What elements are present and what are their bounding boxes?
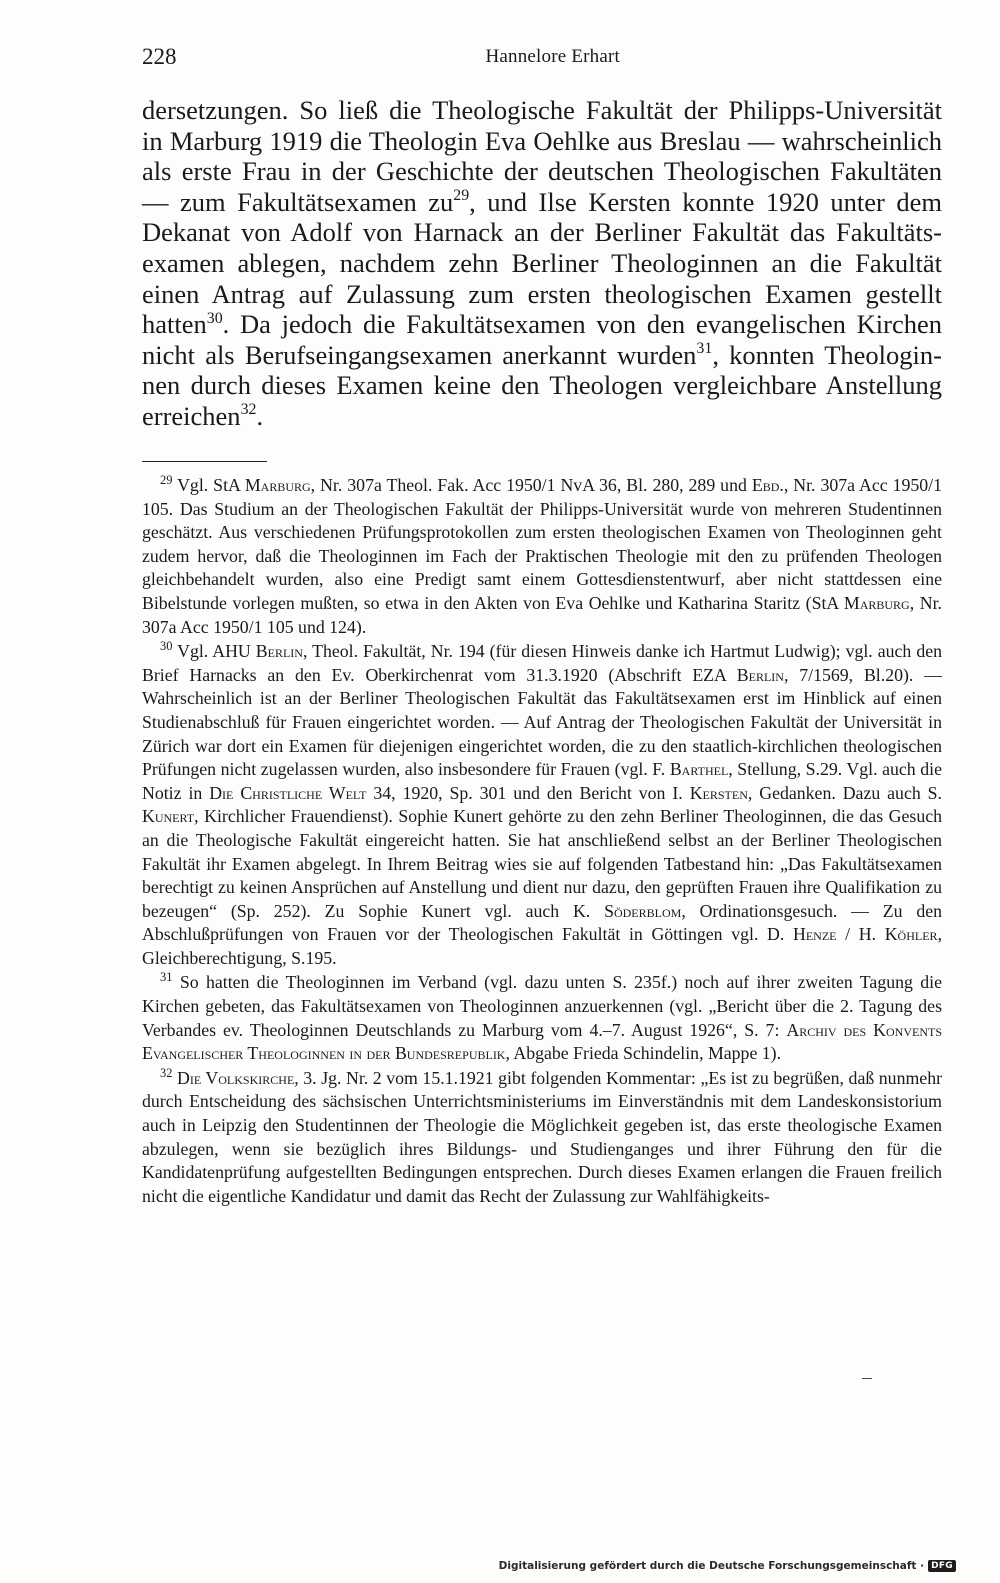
footnote-text: Vgl. AHU [172, 641, 256, 662]
text-line: in Marburg 1919 die Theologin Eva Oehlke aus Breslau — wahrscheinlich [142, 125, 942, 156]
text-segment: erreichen [142, 400, 241, 431]
footnote-source: Ebd. [751, 475, 784, 495]
footnote-number: 29 [160, 473, 173, 488]
footnote-text: , Nr. 307a Acc 1950/1 105 und 124). [142, 592, 942, 637]
footnote-text: 34, 1920, Sp. 301 und den Bericht von I. [366, 782, 690, 803]
footnote-ref: 29 [453, 187, 470, 205]
footnote-source: Marburg [843, 592, 910, 613]
footnote-text: , Nr. 307a Theol. Fak. Acc 1950/1 NvA 36, Bl. 280, 289 und [310, 475, 752, 495]
footnote-text: So hatten die Theologinnen im Verband (vgl. dazu unten S. 235f.) noch auf ihrer zweiten Tagung die Kirchen gebeten, das Fakultätsexamen von Theologinnen anzuerkennen (vgl. „Bericht über die 2. Tagung des Verbandes ev. Theologinnen Deutschlands zu Marburg vom 4.–7. August 1926“, S. 7: [142, 972, 942, 1040]
footnote-30 [142, 640, 942, 970]
footnote-source: Berlin [736, 664, 784, 685]
text-line: als erste Frau in der Geschichte der deutschen Theologischen Fakultäten [142, 156, 942, 187]
footnote-ref: 31 [696, 340, 713, 358]
footnote-source: Marburg [244, 475, 311, 495]
text-line [142, 187, 942, 218]
text-segment: nicht als Berufseingangsexamen anerkannt wurden [142, 339, 697, 370]
footnote-text: , Abgabe Frieda Schindelin, Mappe 1). [505, 1043, 782, 1064]
text-line [142, 309, 942, 340]
text-line [142, 340, 942, 371]
footnote-source: Berlin [255, 641, 303, 662]
footnotes [142, 474, 942, 1208]
digitization-credit [499, 1558, 956, 1574]
footnote-source: Die Volkskirche [177, 1067, 295, 1088]
footnote-text: , 3. Jg. Nr. 2 vom 15.1.1921 gibt folgenden Kommentar: „Es ist zu begrüßen, daß nunmehr durch Entscheidung des sächsischen Unterrichtsministeriums im Einverständnis mit dem Landeskonsistorium auch in Leipzig den Studentinnen der Theologie die Möglichkeit gegeben ist, das erste theologische Examen abzulegen, wenn sie bezüglich ihres Bildungs- und Studienganges und ihrer Führung den für die Kandidatenprüfung aufgestellten Bedingungen entsprechen. Durch dieses Examen erlangen die Frauen freilich nicht die eigentliche Kandidatur und damit das Recht der Zulassung zur Wahlfähigkeits- [142, 1067, 943, 1206]
footnote-text: , Gleichberechtigung, S.195. [142, 924, 943, 968]
dfg-logo: DFG [928, 1560, 956, 1572]
page-header [142, 44, 620, 74]
footnote-text: Vgl. StA [172, 475, 245, 495]
text-segment: — zum Fakultätsexamen zu [142, 186, 454, 217]
footnote-source: Die Christliche Welt [209, 782, 367, 803]
footnote-author: Barthel [669, 759, 729, 780]
footnote-text: , Kirchlicher Frauendienst). Sophie Kunert gehörte zu den zehn Berliner Theologinnen, die das Gesuch an die Theologische Fakultät eingereicht hatten. Sie hat anschließend selbst an der Berliner Theologischen Fakultät ihr Examen abgelegt. In Ihrem Beitrag wies sie auf folgenden Tatbestand hin: „Das Fakultätsexamen berechtigt zu keinen Ansprüchen auf Anstellung und dient nur dazu, den geprüften Frauen ihre Qualifikation zu bezeugen“ (Sp. 252). Zu Sophie Kunert vgl. auch K. [142, 806, 942, 921]
footnote-author: Kersten [689, 782, 748, 803]
footnote-text: , Stellung, S.29. Vgl. auch die Notiz in [142, 759, 942, 803]
footnote-author: Söderblom [604, 900, 682, 921]
footnote-text: , 7/1569, Bl.20). — Wahrscheinlich ist an der Berliner Theologischen Fakultät das Fakultätsexamen erst im Hinblick auf einen Studienabschluß für Frauen eingerichtet worden. — Auf Antrag der Theologischen Fakultät der Universität in Zürich war dort ein Examen für diejenigen eingerichtet worden, die zu den staatlich-kirchlichen theologischen Prüfungen nicht zugelassen wurden, also insbesondere für Frauen (vgl. F. [142, 664, 942, 780]
footnote-ref: 30 [206, 309, 223, 327]
credit-text: Digitalisierung gefördert durch die Deutsche Forschungsgemeinschaft · [498, 1560, 925, 1572]
footnote-32 [142, 1067, 942, 1209]
text-line: nen durch dieses Examen keine den Theologen vergleichbare Anstellung [142, 370, 942, 401]
text-segment: , und Ilse Kersten konnte 1920 unter dem [469, 186, 942, 217]
footnote-author: Köhler [884, 924, 938, 945]
footnote-31 [142, 971, 942, 1065]
text-segment: , konnten Theologin- [712, 339, 942, 370]
footnote-source: Archiv des Konvents Evangelischer Theologinnen in der Bundesrepublik [142, 1019, 942, 1064]
footnote-text: / H. [836, 924, 885, 945]
text-line: einen Antrag auf Zulassung zum ersten theologischen Examen gestellt [142, 278, 942, 309]
text-segment: . [256, 400, 264, 431]
text-segment: hatten [142, 309, 207, 340]
text-segment: . Da jedoch die Fakultätsexamen von den evangelischen Kirchen [222, 309, 942, 340]
text-line [142, 401, 942, 432]
main-text [142, 95, 942, 432]
text-line: examen ablegen, nachdem zehn Berliner Theologinnen an die Fakultät [142, 247, 942, 278]
page-number: 228 [142, 44, 177, 69]
footnote-author: Kunert [142, 806, 195, 827]
footnote-number: 31 [160, 970, 173, 985]
footnote-number: 32 [160, 1065, 173, 1080]
footnote-text: , Ordinationsgesuch. — Zu den Abschlußprüfungen von Frauen vor der Theologischen Fakultät in Göttingen vgl. D. [142, 900, 942, 945]
footnote-text: , Nr. 307a Acc 1950/1 105. Das Studium an der Theologischen Fakultät der Philipps-Universität wurde von mehreren Studentinnen geschätzt. Aus verschiedenen Prüfungsprotokollen zum ersten theologischen Examen von Theologinnen geht zudem hervor, daß die Theologinnen im Fach der Praktischen Theologie mit den zu prüfenden Theologen gleichbehandelt wurden, also eine Predigt samt einem Gottesdienstentwurf, aber nicht stattdessen eine Bibelstunde vorlegen mußten, so etwa in den Akten von Eva Oehlke und Katharina Staritz (StA [142, 475, 942, 613]
footnote-ref: 32 [240, 401, 257, 419]
footnote-number: 30 [160, 639, 173, 654]
text-line: Dekanat von Adolf von Harnack an der Berliner Fakultät das Fakultäts- [142, 217, 942, 248]
footnote-text: , Theol. Fakultät, Nr. 194 (für diesen Hinweis danke ich Hartmut Ludwig); vgl. auch den Brief Harnacks an den Ev. Oberkirchenrat vom 31.3.1920 (Abschrift EZA [142, 641, 942, 685]
footnote-author: Henze [793, 924, 837, 945]
text-line: dersetzungen. So ließ die Theologische Fakultät der Philipps-Universität [142, 95, 942, 125]
running-head: Hannelore Erhart [485, 46, 620, 67]
footnote-29 [142, 474, 942, 639]
footnote-text: , Gedanken. Dazu auch S. [747, 782, 943, 803]
stray-mark [862, 1378, 872, 1379]
footnote-separator [142, 461, 267, 462]
